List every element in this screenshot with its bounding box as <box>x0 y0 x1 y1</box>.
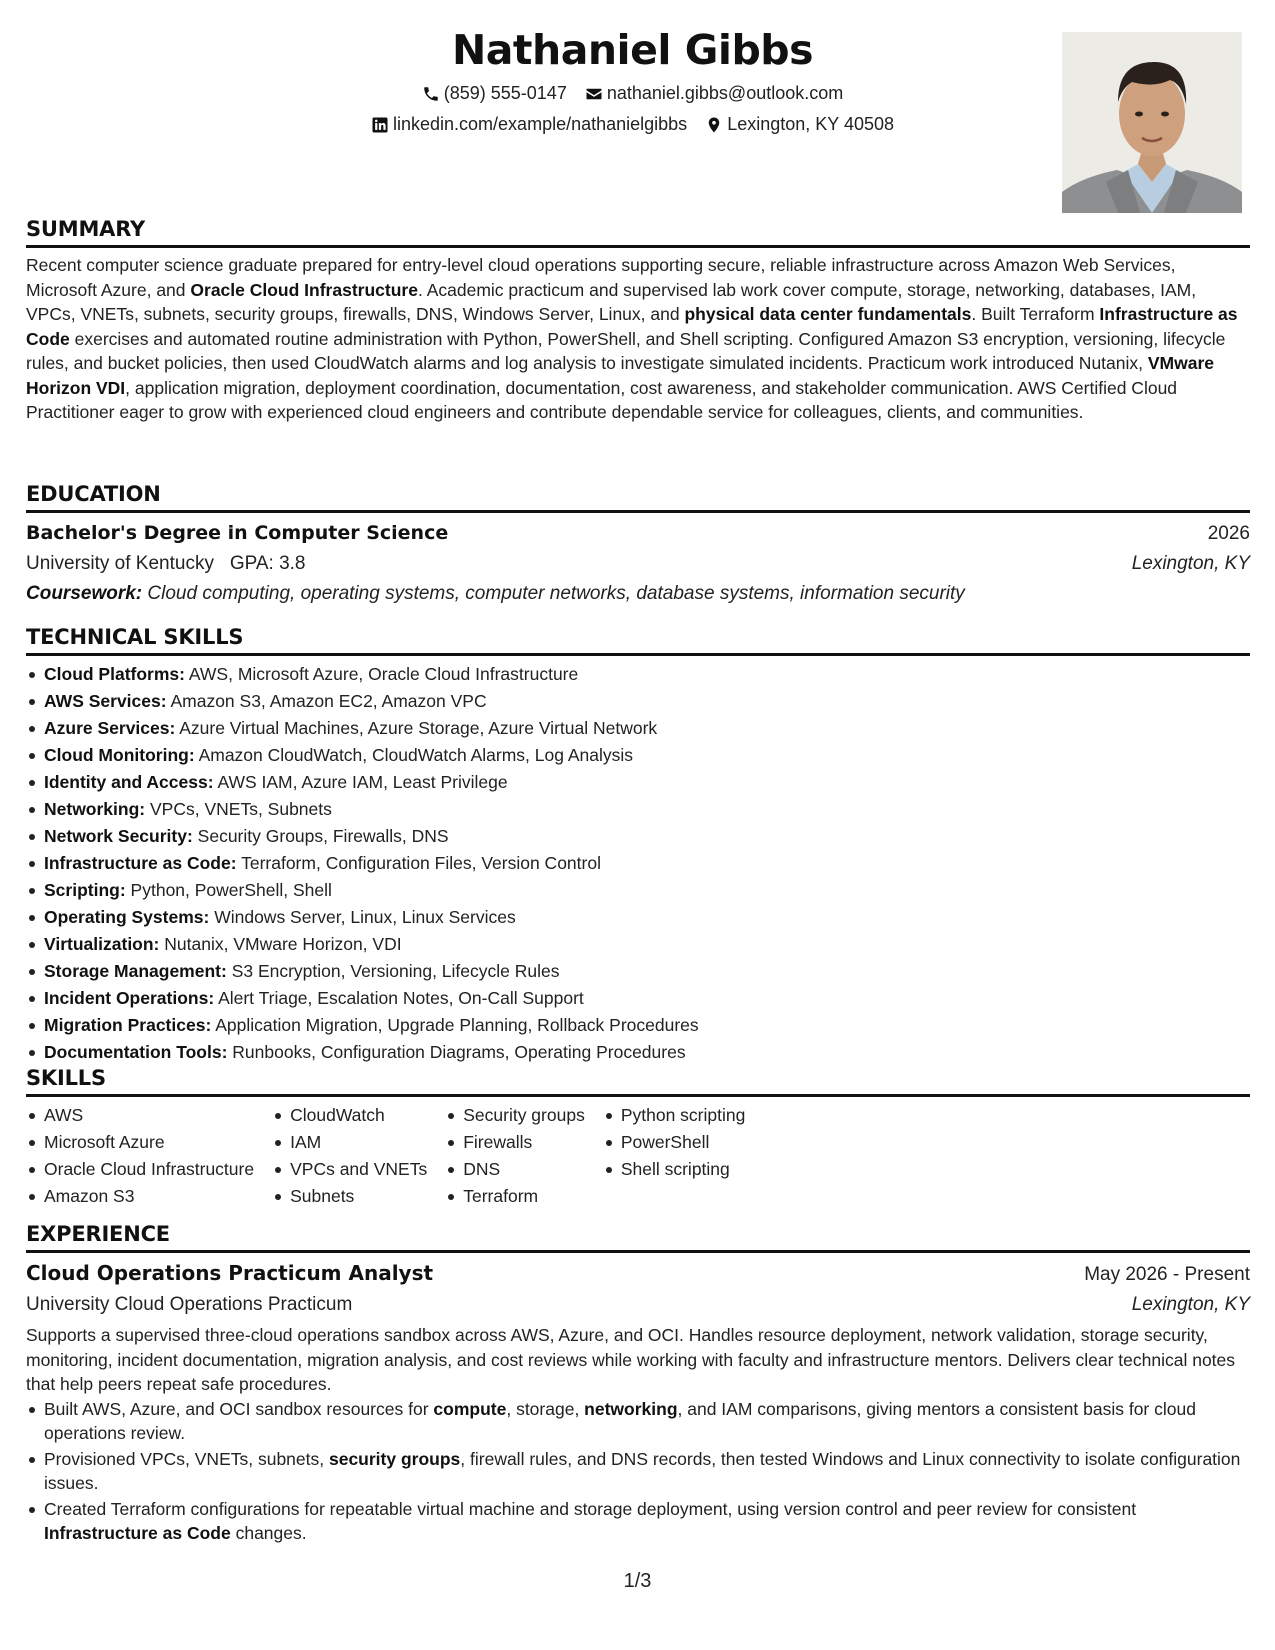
degree-title: Bachelor's Degree in Computer Science <box>26 522 449 544</box>
skills-grid <box>26 1102 1250 1210</box>
section-divider <box>26 510 1250 513</box>
skill-category-label: Virtualization: <box>44 934 160 954</box>
contact-linkedin[interactable] <box>371 109 687 140</box>
bullet-text-run: Created Terraform configurations for repeatable virtual machine and storage deployment, using version control and peer review for consistent <box>44 1498 1137 1519</box>
skill-item: DNS <box>445 1156 585 1183</box>
technical-skill-item <box>26 877 1250 904</box>
coursework-label: Coursework: <box>26 583 143 604</box>
summary-emphasis: VMware Horizon VDI <box>26 353 1215 398</box>
skills-column <box>603 1102 746 1210</box>
bullet-emphasis: security groups <box>328 1448 461 1469</box>
skill-item: Firewalls <box>445 1129 585 1156</box>
skill-item: Subnets <box>272 1183 427 1210</box>
technical-skill-item <box>26 742 1250 769</box>
skill-category-label: Networking: <box>44 799 146 819</box>
job-description: Supports a supervised three-cloud operations sandbox across AWS, Azure, and OCI. Handles resource deployment, network validation, storage security, monitoring, incident documentation, migration analysis, and cost reviews while working with faculty and infrastructure mentors. Delivers clear technical notes that help peers repeat safe procedures. <box>26 1325 1236 1394</box>
technical-skill-item <box>26 985 1250 1012</box>
email-icon <box>585 85 603 103</box>
skill-category-label: Infrastructure as Code: <box>44 853 237 873</box>
section-title-technical-skills: TECHNICAL SKILLS <box>26 625 244 649</box>
summary-emphasis: Infrastructure as Code <box>26 304 1238 349</box>
skill-category-values: Runbooks, Configuration Diagrams, Operating Procedures <box>232 1042 686 1062</box>
skill-item: AWS <box>26 1102 254 1129</box>
section-title-experience: EXPERIENCE <box>26 1222 170 1246</box>
contact-phone <box>422 78 567 109</box>
skill-category-label: AWS Services: <box>44 691 167 711</box>
technical-skill-item <box>26 904 1250 931</box>
skill-category-values: Amazon CloudWatch, CloudWatch Alarms, Log Analysis <box>198 745 634 765</box>
summary-text-run: , application migration, deployment coordination, documentation, cost awareness, and stakeholder communication. AWS Certified Cloud Practitioner eager to grow with experienced cloud engineers and contribute dependable service for colleagues, clients, and communities. <box>26 377 1178 422</box>
skill-item: Python scripting <box>603 1102 746 1129</box>
summary-text-run: . Academic practicum and supervised lab work cover compute, storage, networking, databases, IAM, VPCs, VNETs, subnets, security groups, firewalls, DNS, Windows Server, Linux, and <box>26 279 1197 324</box>
skill-category-values: AWS, Microsoft Azure, Oracle Cloud Infrastructure <box>188 664 579 684</box>
skill-category-label: Network Security: <box>44 826 193 846</box>
location-pin-icon <box>705 116 723 134</box>
job-bullet <box>26 1447 1250 1495</box>
skill-category-label: Documentation Tools: <box>44 1042 228 1062</box>
skill-category-label: Identity and Access: <box>44 772 214 792</box>
section-divider <box>26 1094 1250 1097</box>
technical-skill-item <box>26 958 1250 985</box>
skill-category-label: Operating Systems: <box>44 907 210 927</box>
technical-skills-list <box>26 661 1250 1066</box>
job-bullet <box>26 1397 1250 1445</box>
skill-item: CloudWatch <box>272 1102 427 1129</box>
technical-skill-item <box>26 796 1250 823</box>
skill-category-values: Windows Server, Linux, Linux Services <box>214 907 516 927</box>
bullet-text-run: changes. <box>230 1522 307 1543</box>
technical-skill-item <box>26 931 1250 958</box>
experience-row-2 <box>26 1290 1250 1320</box>
summary-text-run: exercises and automated routine administration with Python, PowerShell, and Shell scripting. Configured Amazon S3 encryption, versioning, lifecycle rules, and bucket policies, then used CloudWatch alarms and log analysis to investigate simulated incidents. Practicum work introduced Nutanix, <box>26 328 1226 373</box>
education-row-2 <box>26 549 1250 579</box>
page-number: 1/3 <box>623 1570 652 1592</box>
skill-category-values: Security Groups, Firewalls, DNS <box>197 826 449 846</box>
skill-category-label: Cloud Platforms: <box>44 664 185 684</box>
bullet-text-run: Provisioned VPCs, VNETs, subnets, <box>44 1448 329 1469</box>
job-location: Lexington, KY <box>1131 1294 1250 1315</box>
section-divider <box>26 653 1250 656</box>
school-line <box>26 549 306 579</box>
skill-category-label: Incident Operations: <box>44 988 215 1008</box>
skill-item: Terraform <box>445 1183 585 1210</box>
bullet-text-run: Built AWS, Azure, and OCI sandbox resources for <box>44 1398 434 1419</box>
skill-item: VPCs and VNETs <box>272 1156 427 1183</box>
section-title-summary: SUMMARY <box>26 217 146 241</box>
skill-item: IAM <box>272 1129 427 1156</box>
education-section <box>26 480 1250 609</box>
bullet-text-run: , firewall rules, and DNS records, then tested Windows and Linux connectivity to isolate configuration issues. <box>44 1448 1241 1493</box>
skill-item: PowerShell <box>603 1129 746 1156</box>
summary-emphasis: physical data center fundamentals <box>684 304 972 324</box>
technical-skill-item <box>26 1012 1250 1039</box>
skill-item: Amazon S3 <box>26 1183 254 1210</box>
skills-column <box>445 1102 585 1210</box>
section-title-skills: SKILLS <box>26 1066 106 1090</box>
technical-skills-section <box>26 623 1250 1066</box>
skill-category-values: S3 Encryption, Versioning, Lifecycle Rules <box>231 961 560 981</box>
linkedin-icon <box>371 116 389 134</box>
skill-item: Microsoft Azure <box>26 1129 254 1156</box>
summary-emphasis: Oracle Cloud Infrastructure <box>190 279 418 300</box>
technical-skill-item <box>26 850 1250 877</box>
skill-category-label: Azure Services: <box>44 718 176 738</box>
skills-column <box>26 1102 254 1210</box>
bullet-emphasis: compute <box>433 1398 507 1419</box>
section-divider <box>26 1250 1250 1253</box>
skill-category-label: Migration Practices: <box>44 1015 212 1035</box>
skills-column <box>272 1102 427 1210</box>
phone-text: (859) 555-0147 <box>443 83 567 103</box>
technical-skill-item <box>26 823 1250 850</box>
job-organization: University Cloud Operations Practicum <box>26 1294 353 1315</box>
job-title: Cloud Operations Practicum Analyst <box>26 1261 434 1285</box>
section-divider <box>26 245 1250 248</box>
summary-text-run: . Built Terraform <box>971 304 1100 324</box>
technical-skill-item <box>26 688 1250 715</box>
school-name: University of Kentucky <box>26 553 214 574</box>
linkedin-text[interactable]: linkedin.com/example/nathanielgibbs <box>393 114 688 134</box>
education-row-1 <box>26 518 1250 549</box>
skill-item: Oracle Cloud Infrastructure <box>26 1156 254 1183</box>
coursework-list: Cloud computing, operating systems, computer networks, database systems, information security <box>147 583 965 604</box>
candidate-name: Nathaniel Gibbs <box>451 26 814 74</box>
bullet-text-run: , storage, <box>506 1398 585 1419</box>
contact-location <box>705 109 894 140</box>
technical-skill-item <box>26 661 1250 688</box>
graduation-year: 2026 <box>1207 523 1250 544</box>
skill-category-values: Application Migration, Upgrade Planning, Rollback Procedures <box>215 1015 699 1035</box>
location-text: Lexington, KY 40508 <box>727 114 894 134</box>
phone-icon <box>422 85 440 103</box>
job-dates: May 2026 - Present <box>1084 1264 1250 1285</box>
bullet-text-run: , and IAM comparisons, giving mentors a consistent basis for cloud operations review. <box>44 1398 1196 1443</box>
school-location: Lexington, KY <box>1131 553 1250 574</box>
gpa: GPA: 3.8 <box>229 553 306 574</box>
summary-text-run: Recent computer science graduate prepared for entry-level cloud operations supporting secure, reliable infrastructure across Amazon Web Services, Microsoft Azure, and <box>26 255 1176 300</box>
section-title-education: EDUCATION <box>26 482 161 506</box>
skill-category-values: Azure Virtual Machines, Azure Storage, Azure Virtual Network <box>179 718 658 738</box>
job-bullet <box>26 1497 1250 1545</box>
job-bullets <box>26 1397 1250 1545</box>
experience-row-1 <box>26 1258 1250 1290</box>
technical-skill-item <box>26 769 1250 796</box>
skill-category-values: Amazon S3, Amazon EC2, Amazon VPC <box>170 691 487 711</box>
bullet-emphasis: Infrastructure as Code <box>44 1522 231 1543</box>
bullet-emphasis: networking <box>584 1398 678 1419</box>
technical-skill-item <box>26 715 1250 742</box>
skill-item: Shell scripting <box>603 1156 746 1183</box>
technical-skill-item <box>26 1039 1250 1066</box>
contact-email[interactable] <box>585 78 843 109</box>
skill-category-label: Storage Management: <box>44 961 227 981</box>
email-text[interactable]: nathaniel.gibbs@outlook.com <box>606 83 844 103</box>
skill-item: Security groups <box>445 1102 585 1129</box>
summary-paragraph <box>26 253 1250 425</box>
summary-section <box>26 215 1250 425</box>
experience-section <box>26 1220 1250 1547</box>
skill-category-label: Cloud Monitoring: <box>44 745 195 765</box>
skill-category-values: Alert Triage, Escalation Notes, On-Call Support <box>218 988 584 1008</box>
skills-section <box>26 1064 1250 1210</box>
skill-category-values: VPCs, VNETs, Subnets <box>150 799 332 819</box>
skill-category-label: Scripting: <box>44 880 126 900</box>
coursework-line <box>26 579 1250 609</box>
profile-photo <box>1062 32 1242 213</box>
skill-category-values: Nutanix, VMware Horizon, VDI <box>164 934 402 954</box>
skill-category-values: Terraform, Configuration Files, Version Control <box>241 853 601 873</box>
skill-category-values: Python, PowerShell, Shell <box>130 880 332 900</box>
skill-category-values: AWS IAM, Azure IAM, Least Privilege <box>217 772 508 792</box>
